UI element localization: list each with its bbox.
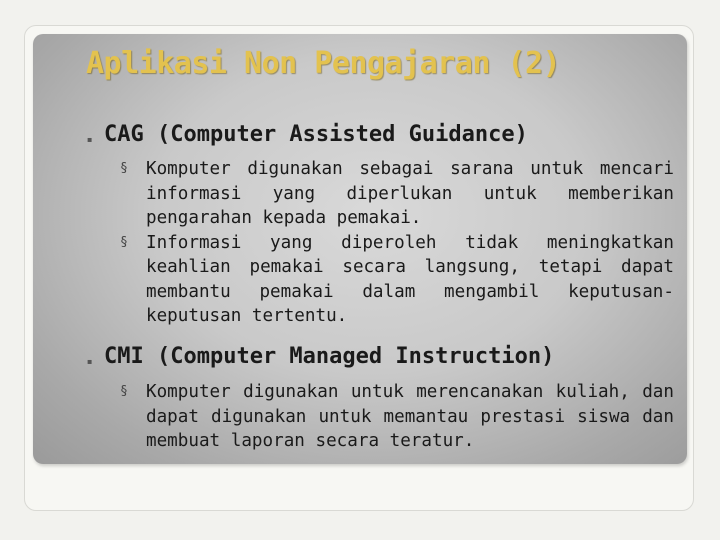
section-bullet-icon: ▪ <box>87 357 93 366</box>
cmi-item-list <box>120 380 674 454</box>
sub-bullet-icon: § <box>120 234 128 250</box>
list-item <box>120 380 674 454</box>
section-bullet-icon: ▪ <box>87 135 93 144</box>
section-heading-cmi: CMI (Computer Managed Instruction) <box>104 344 555 369</box>
list-item-text: Komputer digunakan untuk merencanakan kuliah, dan dapat digunakan untuk memantau prestasi siswa dan membuat laporan secara teratur. <box>146 382 674 451</box>
list-item <box>120 231 674 329</box>
cag-item-list <box>120 157 674 329</box>
section-heading-cag: CAG (Computer Assisted Guidance) <box>104 122 528 147</box>
slide-title: Aplikasi Non Pengajaran (2) <box>86 46 561 81</box>
sub-bullet-icon: § <box>120 384 128 399</box>
list-item-text: Informasi yang diperoleh tidak meningkatkan keahlian pemakai secara langsung, tetapi dapat membantu pemakai dalam mengambil keputusan-keputusan tertentu. <box>146 232 674 326</box>
list-item-text: Komputer digunakan sebagai sarana untuk mencari informasi yang diperlukan untuk memberikan pengarahan kepada pemakai. <box>146 159 674 228</box>
list-item <box>120 157 674 231</box>
sub-bullet-icon: § <box>120 161 128 176</box>
